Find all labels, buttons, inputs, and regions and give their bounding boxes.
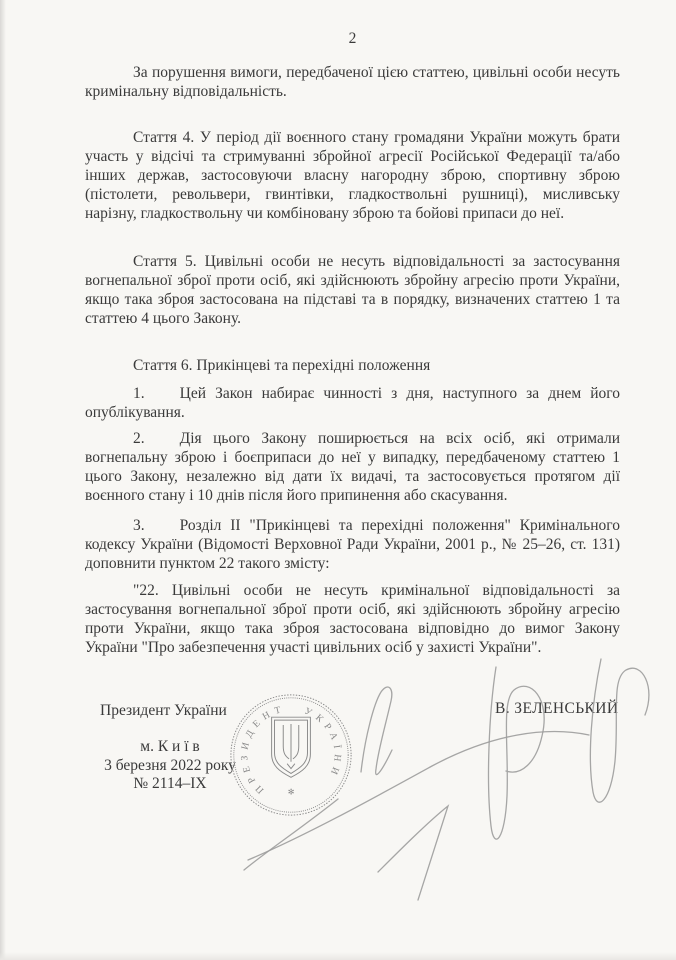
page-number: 2 [348, 30, 357, 47]
article-5-line-4: статтею 4 цього Закону. [85, 310, 242, 327]
place-line: м. К и ї в [140, 738, 200, 755]
article-6-heading-line-1: Стаття 6. Прикінцеві та перехідні положення [133, 357, 431, 374]
article-4-line-5: нарізну, гладкоствольну чи комбіновану зброю та бойові припаси до неї. [85, 205, 565, 222]
item-1-line-1: 1. Цей Закон набирає чинності з дня, наступного за днем його [133, 385, 620, 402]
seal-ring-text: ПРЕЗИДЕНТ УКРАЇНИ [239, 702, 343, 796]
quote-point-22-line-2: застосування вогнепальної зброї проти осіб, які здійснюють збройну агресію [85, 601, 620, 618]
quote-point-22-line-1: "22. Цивільні особи не несуть кримінальної відповідальності за [133, 582, 620, 599]
article-4-line-2: участь у відсічі та стримуванні збройної агресії Російської Федерації та/або [85, 148, 620, 165]
document-body [85, 64, 620, 658]
item-3-line-3: доповнити пунктом 22 такого змісту: [85, 555, 330, 572]
page-bottom-edge-shadow [0, 952, 676, 960]
item-2-line-1: 2. Дія цього Закону поширюється на всіх осіб, які отримали [133, 430, 620, 447]
document-number: № 2114–IX [133, 775, 207, 792]
intro-paragraph-line-1: За порушення вимоги, передбаченої цією статтею, цивільні особи несуть [133, 64, 620, 81]
article-5-line-2: вогнепальної зброї проти осіб, які здійснюють збройну агресію проти України, [85, 272, 620, 289]
item-3-line-1: 3. Розділ II "Прикінцеві та перехідні положення" Кримінального [133, 517, 620, 534]
quote-point-22-line-4: України "Про забезпечення участі цивільних осіб у захисті України". [85, 639, 542, 656]
item-2-line-2: вогнепальну зброю і боєприпаси до неї у випадку, передбаченому статтею 1 [85, 449, 620, 466]
presidential-seal [228, 692, 354, 818]
article-5-line-1: Стаття 5. Цивільні особи не несуть відповідальності за застосування [133, 253, 620, 270]
item-2-line-3: цього Закону, незалежно від дати їх видачі, та застосовується протягом дії [85, 468, 620, 485]
article-4-line-1: Стаття 4. У період дії воєнного стану громадяни України можуть брати [133, 129, 620, 146]
date-line: 3 березня 2022 року [104, 756, 236, 774]
quote-point-22-line-3: проти України, якщо така зброя застосована відповідно до вимог Закону [85, 620, 620, 637]
trident-icon [283, 724, 299, 769]
item-2-line-4: воєнного стану і 10 днів після його припинення або скасування. [85, 487, 508, 504]
item-1-line-2: опублікування. [85, 404, 185, 421]
seal-ornament: ✻ [287, 787, 295, 797]
signatory-name: В. ЗЕЛЕНСЬКИЙ [495, 700, 619, 717]
page-left-edge-shadow [0, 0, 6, 960]
article-4-line-4: (пістолети, револьвери, гвинтівки, гладкоствольні рушниці), мисливську [85, 186, 620, 203]
intro-paragraph-line-2: кримінальну відповідальність. [85, 83, 287, 100]
article-5-line-3: якщо така зброя застосована на підставі та в порядку, визначених статтею 1 та [85, 291, 620, 308]
signatory-title: Президент України [100, 702, 227, 719]
article-4-line-3: інших держав, застосовуючи власну нагородну зброю, спортивну зброю [85, 167, 620, 184]
item-3-line-2: кодексу України (Відомості Верховної Ради України, 2001 р., № 25–26, ст. 131) [85, 536, 620, 553]
